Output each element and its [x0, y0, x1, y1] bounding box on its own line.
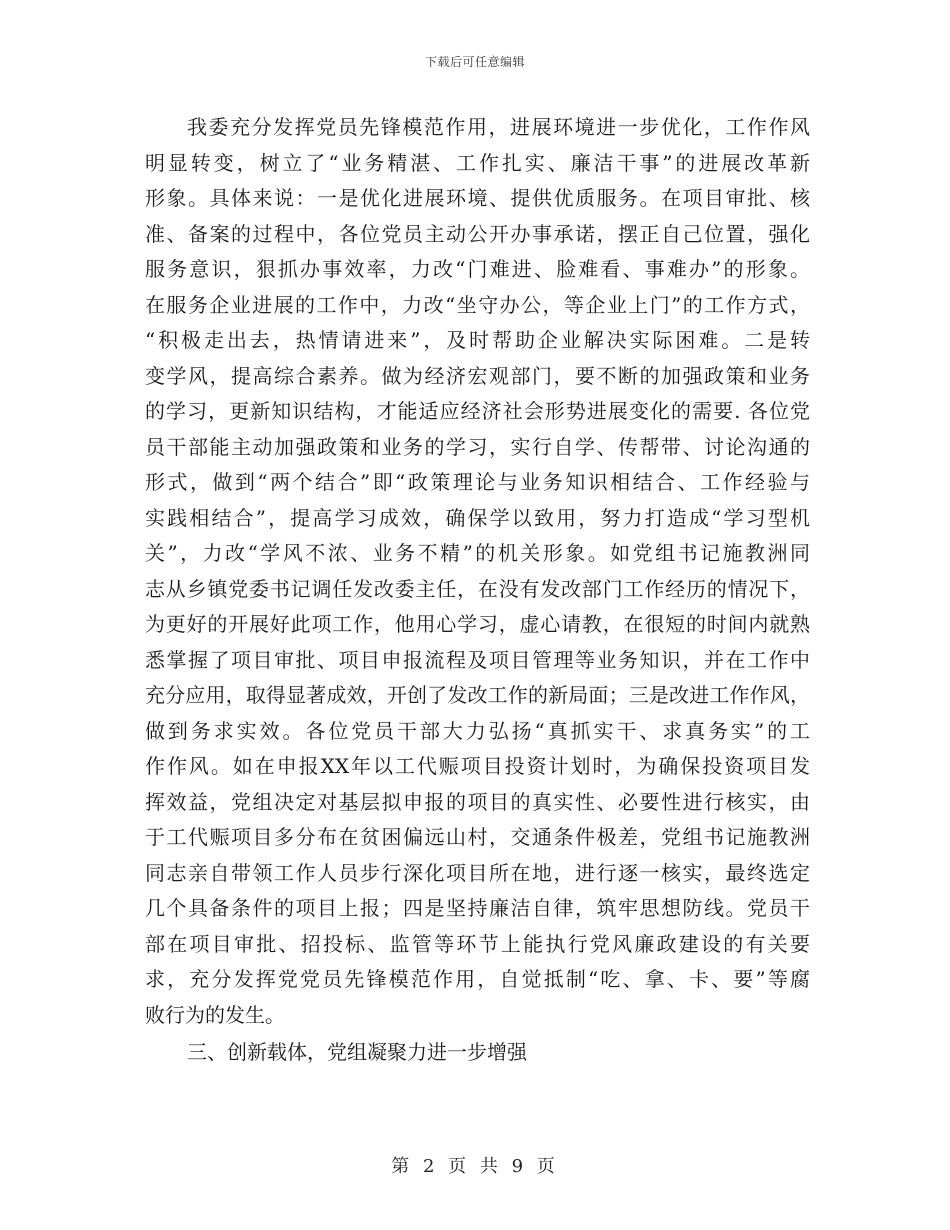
paragraph-line: 服务意识，狠抓办事效率，力改“门难进、脸难看、事难办”的形象。 [145, 257, 810, 281]
paragraph-line: 于工代赈项目多分布在贫困偏远山村，交通条件极差，党组书记施教洲 [145, 825, 810, 849]
paragraph-line: 志从乡镇党委书记调任发改委主任，在没有发改部门工作经历的情况下， [145, 576, 810, 601]
paragraph-line: 关”，力改“学风不浓、业务不精”的机关形象。如党组书记施教洲同 [145, 541, 810, 565]
header-note: 下载后可任意编辑 [424, 55, 525, 69]
document-body [145, 110, 810, 1071]
paragraph-line: 求，充分发挥党党员先锋模范作用，自觉抵制“吃、拿、卡、要”等腐 [145, 967, 810, 991]
section-heading: 三、创新载体，党组凝聚力进一步增强 [187, 1040, 527, 1064]
paragraph-line: 充分应用，取得显著成效，开创了发改工作的新局面；三是改进工作作风， [145, 683, 810, 707]
paragraph-line: 部在项目审批、招投标、监管等环节上能执行党风廉政建设的有关要 [145, 931, 810, 956]
paragraph-line: 为更好的开展好此项工作，他用心学习，虚心请教，在很短的时间内就熟 [145, 612, 810, 636]
paragraph-line: 几个具备条件的项目上报；四是坚持廉洁自律，筑牢思想防线。党员干 [145, 896, 810, 920]
paragraph-line: 悉掌握了项目审批、项目申报流程及项目管理等业务知识，并在工作中 [145, 647, 810, 672]
body-paragraph [145, 110, 810, 1033]
paragraph-line: 同志亲自带领工作人员步行深化项目所在地，进行逐一核实，最终选定 [145, 860, 810, 885]
paragraph-line: 的学习，更新知识结构，才能适应经济社会形势进展变化的需要. 各位党 [145, 399, 810, 423]
paragraph-line: 实践相结合”，提高学习成效，确保学以致用，努力打造成“学习型机 [145, 505, 810, 530]
paragraph-line: 在服务企业进展的工作中，力改“坐守办公，等企业上门”的工作方式， [145, 292, 810, 317]
page-number-footer: 第 2 页 共 9 页 [391, 1156, 559, 1177]
paragraph-line: 败行为的发生。 [145, 1002, 285, 1027]
paragraph-line: 形式，做到“两个结合”即“政策理论与业务知识相结合、工作经验与 [145, 470, 810, 494]
paragraph-line: 作作风。如在申报XX年以工代赈项目投资计划时，为确保投资项目发 [145, 754, 810, 778]
paragraph-line: 形象。具体来说：一是优化进展环境、提供优质服务。在项目审批、核 [145, 186, 810, 210]
paragraph-line: 做到务求实效。各位党员干部大力弘扬“真抓实干、求真务实”的工 [145, 718, 810, 743]
paragraph-line: 员干部能主动加强政策和业务的学习，实行自学、传帮带、讨论沟通的 [145, 434, 810, 459]
paragraph-line: “积极走出去，热情请进来”，及时帮助企业解决实际困难。二是转 [145, 328, 810, 352]
paragraph-line: 准、备案的过程中，各位党员主动公开办事承诺，摆正自己位置，强化 [145, 221, 810, 246]
paragraph-line: 挥效益，党组决定对基层拟申报的项目的真实性、必要性进行核实，由 [145, 789, 810, 814]
paragraph-line: 我委充分发挥党员先锋模范作用，进展环境进一步优化，工作作风 [187, 115, 810, 139]
paragraph-line: 变学风，提高综合素养。做为经济宏观部门，要不断的加强政策和业务 [145, 363, 810, 388]
paragraph-line: 明显转变，树立了“业务精湛、工作扎实、廉洁干事”的进展改革新 [145, 150, 810, 175]
